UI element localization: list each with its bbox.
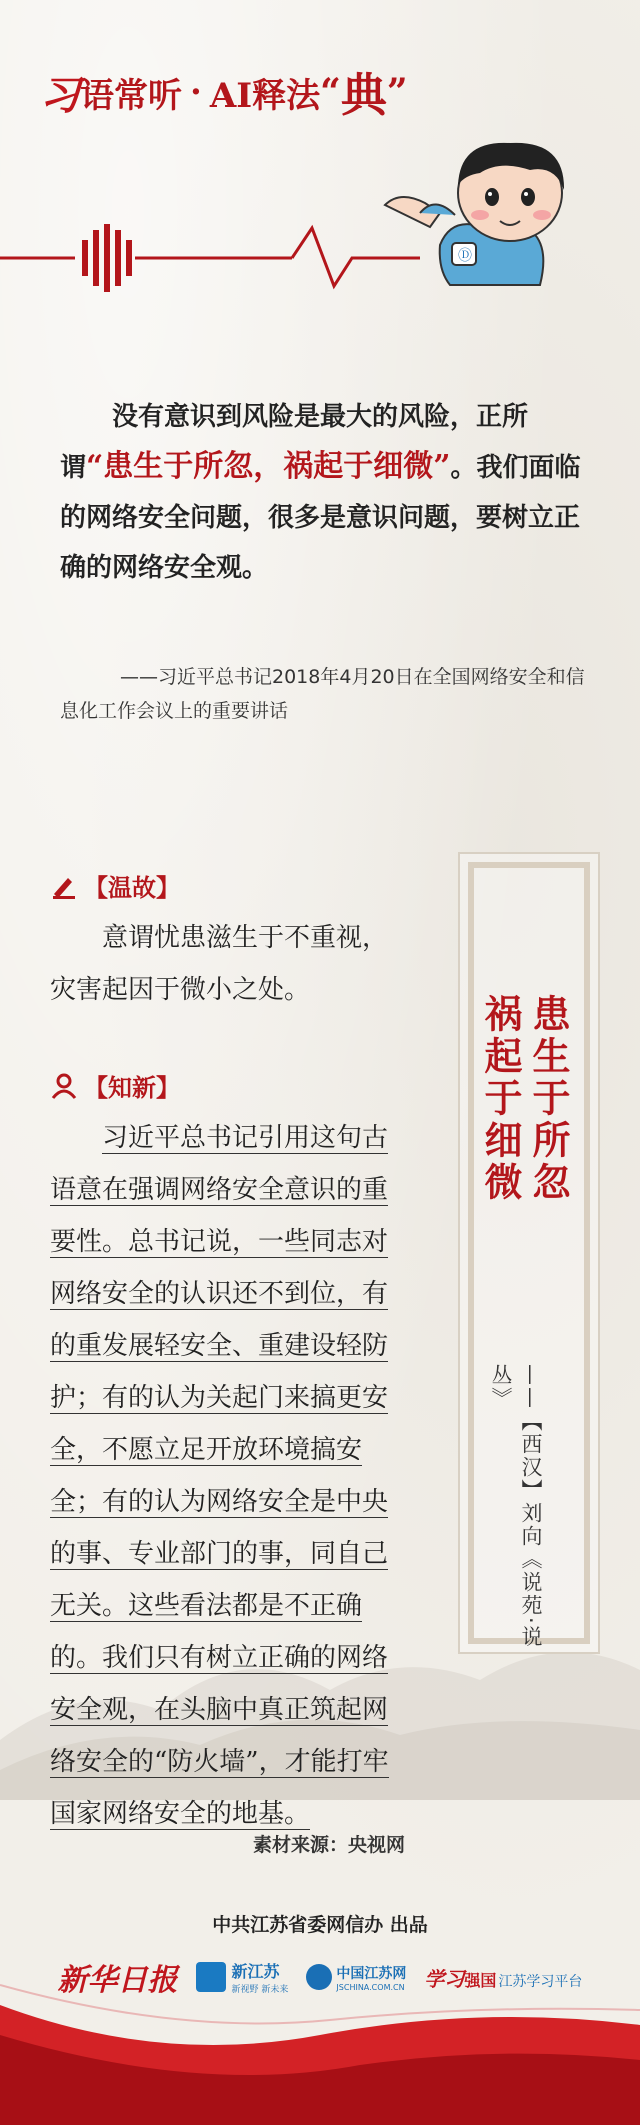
brand-quote-open: “	[320, 71, 341, 113]
logo-xuexi-b: 强国	[464, 1970, 497, 1990]
vertical-origin: ——【西汉】刘向《说苑·说丛》	[489, 1364, 543, 1649]
logo-xinjiangsu-slogan: 新视野 新未来	[231, 1985, 289, 1995]
zhixin-label: 【知新】	[84, 1073, 180, 1102]
brand-title	[40, 62, 408, 122]
pen-icon	[50, 872, 78, 900]
brand-dot: ·	[190, 72, 202, 112]
wengu-text: 意谓忧患滋生于不重视，灾害起因于微小之处。	[50, 923, 389, 1005]
xinjiangsu-icon	[196, 1962, 226, 1992]
quote-source: ——习近平总书记2018年4月20日在全国网络安全和信息化工作会议上的重要讲话	[60, 666, 585, 722]
vertical-title-col2: 祸起于细微	[478, 994, 523, 1204]
logo-xuexi-a: 学习	[424, 1966, 465, 1991]
logo-xuexi-c: 江苏学习平台	[498, 1973, 583, 1990]
material-credit: 素材来源：央视网	[252, 1834, 405, 1856]
logo-jschina	[306, 1963, 406, 1992]
logo-xinjiangsu	[196, 1959, 289, 1995]
quote-line-a: 没有意识到风险是最大的风险，正所谓	[60, 402, 529, 483]
partner-logos	[0, 1955, 640, 1999]
logo-jschina-name: 中国江苏网	[336, 1965, 407, 1982]
quote-emphasis: “患生于所忽，祸起于细微”	[86, 449, 451, 484]
logo-xinhua-daily	[58, 1955, 178, 1999]
brand-dian: 典	[340, 68, 387, 122]
zhixin-heading	[50, 1068, 180, 1103]
vertical-quote-panel	[458, 852, 600, 1654]
quote-line-b: 。我们面临的网络安全问题，很多是意识问题，要树立正确的网络安全观。	[60, 453, 581, 583]
logo-xuexi-qiangguo	[424, 1963, 582, 1992]
person-icon	[50, 1072, 78, 1100]
mascot-character-icon	[380, 135, 580, 305]
brand-ai: AI释法	[209, 75, 321, 116]
vertical-title-col1: 患生于所忽	[526, 994, 571, 1204]
brand-xi: 习	[40, 71, 78, 119]
publisher-line: 中共江苏省委网信办 出品	[212, 1914, 428, 1936]
logo-xinhua-daily-text: 新华日报	[57, 1963, 178, 1998]
logo-jschina-url: JSCHINA.COM.CN	[336, 1982, 405, 1992]
globe-icon	[306, 1964, 332, 1990]
brand-quote-close: ”	[386, 71, 408, 113]
logo-xinjiangsu-name: 新江苏	[231, 1962, 280, 1981]
main-quote	[60, 392, 590, 593]
wengu-heading	[50, 868, 180, 903]
svg-text:Ⓓ: Ⓓ	[458, 248, 472, 264]
zhixin-text-content: 习近平总书记引用这句古语意在强调网络安全意识的重要性。总书记说，一些同志对网络安全的认识还不到位，有的重发展轻安全、重建设轻防护；有的认为关起门来搞更安全，不愿立足开放环境搞安全；有的认为网络安全是中央的事、专业部门的事，同自己无关。这些看法都是不正确的。我们只有树立正确的网络安全观，在头脑中真正筑起网络安全的“防火墙”，才能打牢国家网络安全的地基。	[50, 1123, 389, 1829]
brand-rest: 语常听	[80, 75, 182, 116]
zhixin-text	[50, 1112, 410, 1840]
wengu-label: 【温故】	[84, 873, 180, 902]
